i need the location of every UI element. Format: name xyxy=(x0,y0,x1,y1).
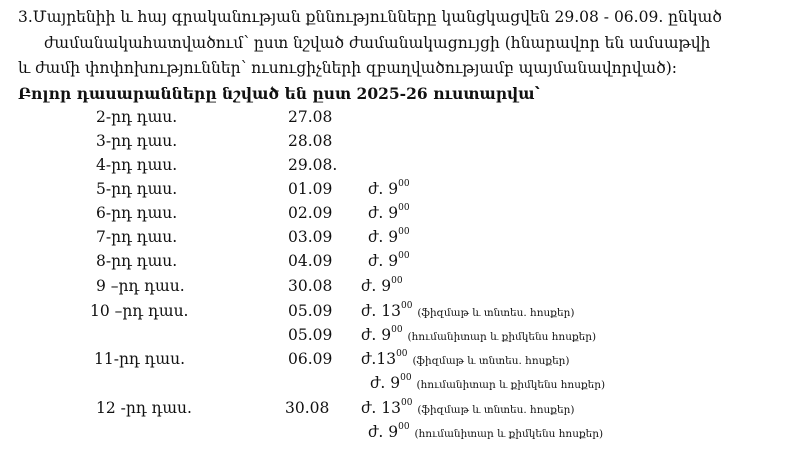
time-minutes: 00 xyxy=(398,251,410,261)
row-time xyxy=(368,252,410,270)
row-time xyxy=(361,350,570,368)
time-hour: ժ. 9 xyxy=(368,204,399,222)
stream-note: (ֆիզմաթ և տնտես. հոսքեր) xyxy=(412,355,570,367)
row-date: 03.09 xyxy=(288,228,333,246)
row-grade: 12 -րդ դաս. xyxy=(96,399,192,417)
row-grade: 2-րդ դաս. xyxy=(96,108,178,126)
row-grade: 6-րդ դաս. xyxy=(96,204,178,222)
time-hour: ժ. 9 xyxy=(370,374,401,392)
paragraph-line-2: ժամանակահատվածում՝ ըստ նշված ժամանակացույցի (հնարավոր են ամսաթվի xyxy=(44,34,711,52)
stream-note: (հումանիտար և քիմկենս հոսքեր) xyxy=(407,331,597,343)
time-hour: ժ. 13 xyxy=(361,302,401,320)
time-minutes: 00 xyxy=(396,349,408,359)
row-date: 05.09 xyxy=(288,302,333,320)
row-grade: 5-րդ դաս. xyxy=(96,180,178,198)
stream-note: (ֆիզմաթ և տնտես. հոսքեր) xyxy=(417,307,575,319)
paragraph-line-1: 3.Մայրենիի և հայ գրականության քննությունները կանցկացվեն 29.08 - 06.09. ընկած xyxy=(18,8,722,26)
row-date: 27.08 xyxy=(288,108,333,126)
row-date: 02.09 xyxy=(288,204,333,222)
time-minutes: 00 xyxy=(398,227,410,237)
time-hour: ժ. 9 xyxy=(368,252,399,270)
row-date: 30.08 xyxy=(288,277,333,295)
schedule-heading: Բոլոր դասարանները նշված են ըստ 2025-26 ուստարվա՝ xyxy=(18,84,540,103)
row-time xyxy=(368,228,410,246)
row-date: 06.09 xyxy=(288,350,333,368)
row-grade: 9 –րդ դաս. xyxy=(96,277,185,295)
row-date: 04.09 xyxy=(288,252,333,270)
stream-note: (հումանիտար և քիմկենս հոսքեր) xyxy=(416,379,606,391)
time-hour: ժ. 13 xyxy=(361,399,401,417)
row-time xyxy=(368,423,603,441)
time-minutes: 00 xyxy=(398,179,410,189)
paragraph-line-3: և ժամի փոփոխություններ՝ ուսուցիչների զբաղվածությամբ պայմանավորված): xyxy=(18,59,677,77)
row-grade: 7-րդ դաս. xyxy=(96,228,178,246)
time-minutes: 00 xyxy=(398,203,410,213)
row-date: 01.09 xyxy=(288,180,333,198)
time-hour: ժ.13 xyxy=(361,350,397,368)
time-minutes: 00 xyxy=(400,301,413,311)
row-time xyxy=(368,204,410,222)
row-date: 30.08 xyxy=(285,399,330,417)
time-minutes: 00 xyxy=(391,325,403,335)
row-time xyxy=(370,374,605,392)
row-time xyxy=(361,302,574,320)
row-time xyxy=(368,180,410,198)
row-time xyxy=(361,326,596,344)
time-hour: ժ. 9 xyxy=(361,326,392,344)
row-grade: 10 –րդ դաս. xyxy=(90,302,189,320)
row-grade: 8-րդ դաս. xyxy=(96,252,178,270)
row-date: 28.08 xyxy=(288,132,333,150)
row-grade: 4-րդ դաս. xyxy=(96,156,178,174)
stream-note: (հումանիտար և քիմկենս հոսքեր) xyxy=(414,428,604,440)
time-hour: ժ. 9 xyxy=(368,228,399,246)
row-time xyxy=(361,277,403,295)
row-date: 05.09 xyxy=(288,326,333,344)
row-grade: 11-րդ դաս. xyxy=(94,350,186,368)
row-time xyxy=(361,399,574,417)
row-grade: 3-րդ դաս. xyxy=(96,132,178,150)
row-date: 29.08. xyxy=(288,156,338,174)
stream-note: (ֆիզմաթ և տնտես. հոսքեր) xyxy=(417,404,575,416)
time-hour: ժ. 9 xyxy=(361,277,392,295)
time-hour: ժ. 9 xyxy=(368,423,399,441)
time-minutes: 00 xyxy=(400,373,412,383)
time-minutes: 00 xyxy=(400,398,413,408)
time-minutes: 00 xyxy=(398,422,410,432)
time-minutes: 00 xyxy=(391,276,403,286)
time-hour: ժ. 9 xyxy=(368,180,399,198)
